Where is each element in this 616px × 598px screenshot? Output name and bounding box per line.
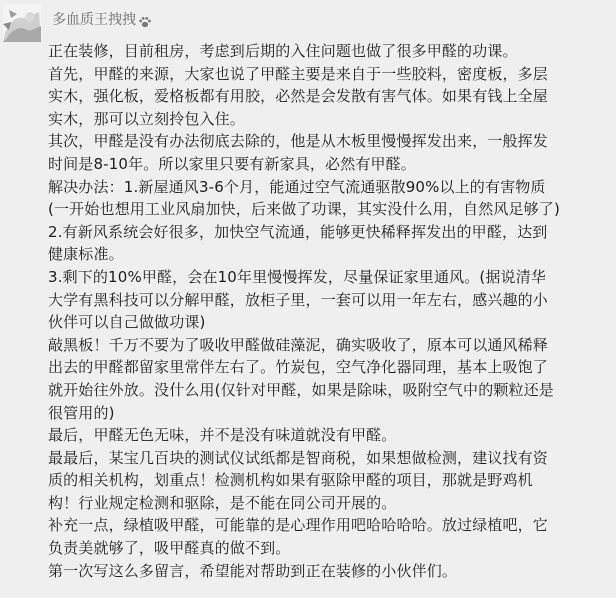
username-row [52, 9, 152, 31]
comment-line: 大学有黑科技可以分解甲醛，放柜子里，一套可以用一年左右，感兴趣的小 [48, 290, 548, 309]
comment-line: 时间是8-10年。所以家里只要有新家具，必然有甲醛。 [48, 154, 416, 173]
comment-line: 正在装修，目前租房，考虑到后期的入住问题也做了很多甲醛的功课。 [48, 42, 518, 60]
comment-text [48, 40, 614, 582]
comment-line: 伙伴可以自己做做功课) [48, 313, 206, 332]
comment-line: 健康标准。 [48, 245, 124, 264]
comment-line: 首先，甲醛的来源，大家也说了甲醛主要是来自于一些胶料，密度板，多层 [48, 64, 548, 83]
comment-line: 构！行业规定检测和驱除，是不能在同公司开展的。 [48, 493, 397, 512]
comment-line: 实木，强化板，爱格板都有用胶，必然是会发散有害气体。如果有钱上全屋 [48, 87, 548, 106]
username[interactable]: 多血质王拽拽 [52, 12, 136, 28]
comment-line: 第一次写这么多留言，希望能对帮助到正在装修的小伙伴们。 [48, 561, 458, 580]
comment-line: 敲黑板！千万不要为了吸收甲醛做硅藻泥，确实吸收了，原本可以通风稀释 [48, 335, 548, 354]
paw-icon [138, 14, 152, 28]
comment-line: 质的相关机构，划重点！检测机构如果有驱除甲醛的项目，那就是野鸡机 [48, 471, 533, 490]
comment-line: 就开始往外放。没什么用(仅针对甲醛，如果是除味，吸附空气中的颗粒还是 [48, 380, 554, 399]
comment-line: (一开始也想用工业风扇加快，后来做了功课，其实没什么用，自然风足够了) [48, 200, 560, 219]
comment-line: 补充一点，绿植吸甲醛，可能靠的是心理作用吧哈哈哈哈。放过绿植吧，它 [48, 516, 548, 535]
comment-line: 实木，那可以立刻拎包入住。 [48, 109, 245, 128]
avatar[interactable] [3, 4, 41, 42]
comment-line: 很管用的) [48, 403, 115, 422]
comment-line: 3.剩下的10%甲醛，会在10年里慢慢挥发，尽量保证家里通风。(据说清华 [48, 267, 546, 286]
comment-line: 解决办法：1.新屋通风3-6个月，能通过空气流通驱散90%以上的有害物质 [48, 177, 546, 196]
comment-line: 最后，甲醛无色无味，并不是没有味道就没有甲醛。 [48, 426, 397, 445]
comment-line: 出去的甲醛都留家里常伴左右了。竹炭包，空气净化器同理，基本上吸饱了 [48, 358, 548, 377]
comment-line: 其次，甲醛是没有办法彻底去除的，他是从木板里慢慢挥发出来，一般挥发 [48, 132, 548, 151]
avatar-illustration-icon [3, 4, 41, 42]
comment-body [48, 40, 614, 582]
comment-line: 2.有新风系统会好很多，加快空气流通，能够更快稀释挥发出的甲醛，达到 [48, 222, 548, 241]
comment-line: 最最后，某宝几百块的测试仪试纸都是智商税，如果想做检测，建议找有资 [48, 448, 548, 467]
comment-line: 负责美就够了，吸甲醛真的做不到。 [48, 539, 291, 558]
